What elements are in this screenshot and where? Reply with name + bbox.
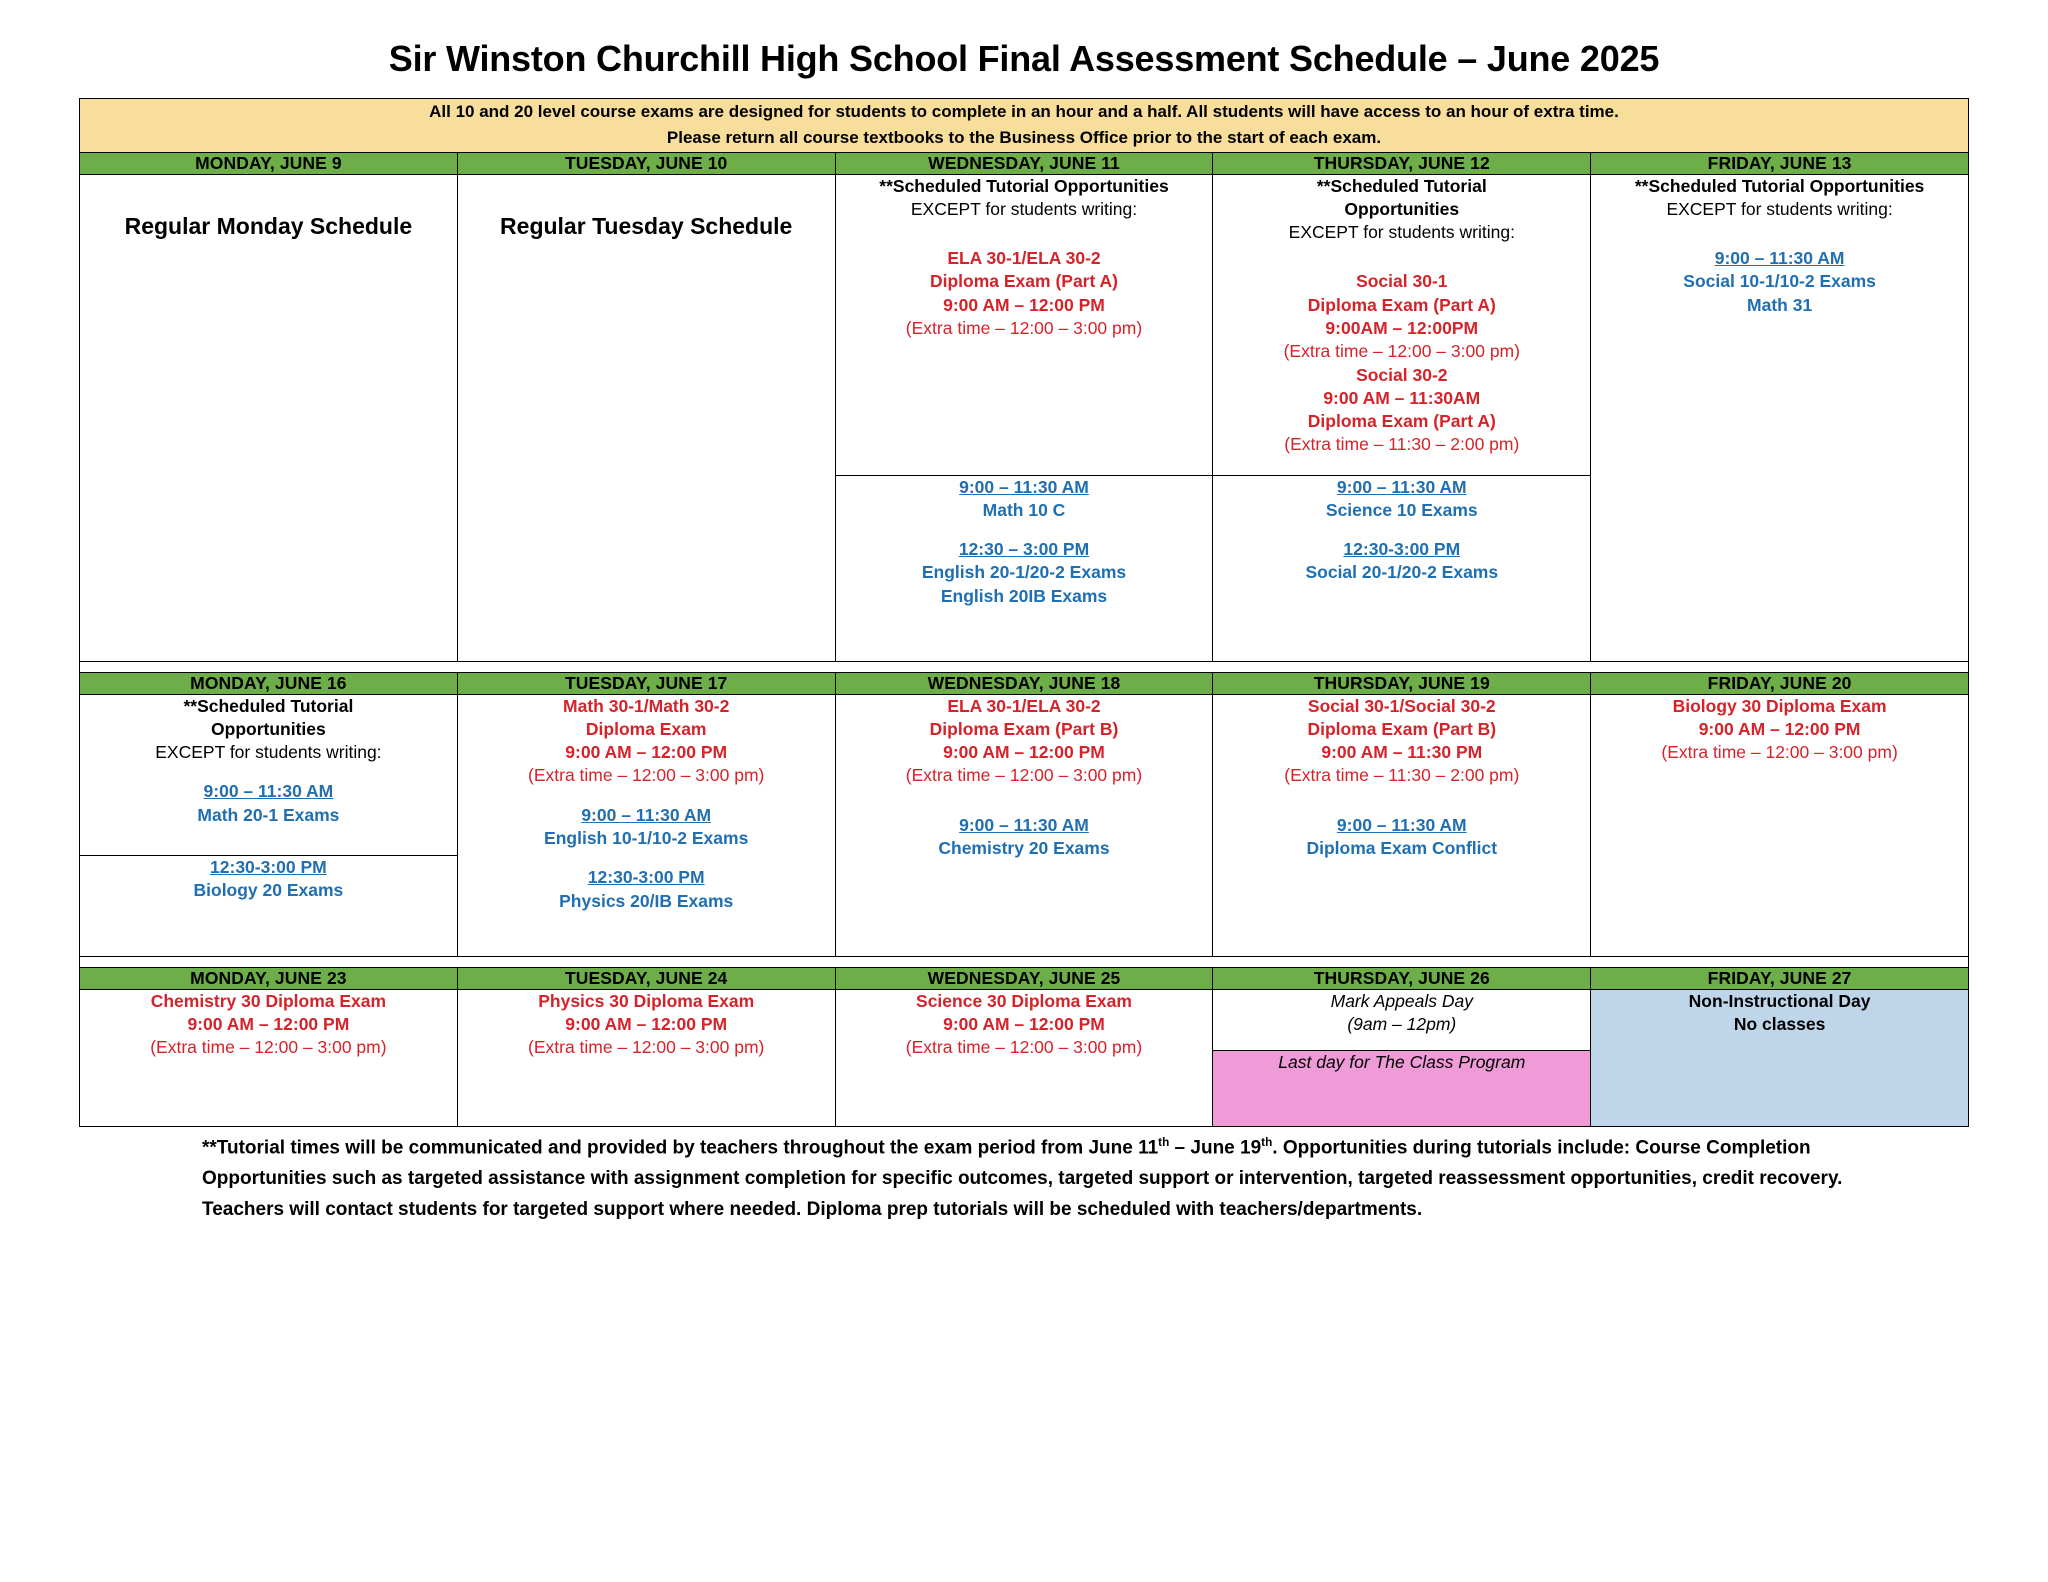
cell-thursday-june-12-bottom (1213, 475, 1591, 661)
wed11-sub-time-1: 9:00 – 11:30 AM (959, 476, 1089, 497)
thu12-exam2-extra-time: (Extra time – 11:30 – 2:00 pm) (1284, 434, 1520, 455)
banner-line-2: Please return all course textbooks to the Business Office prior to the start of each exam. (666, 128, 1382, 148)
wed18-time-1: 9:00 – 11:30 AM (959, 814, 1089, 835)
tue24-exam-name: Physics 30 Diploma Exam (538, 990, 755, 1011)
thu26-line-1: Mark Appeals Day (1330, 990, 1473, 1011)
day-header-friday-june-27: FRIDAY, JUNE 27 (1591, 967, 1969, 989)
cell-monday-june-16-bottom (80, 855, 458, 956)
week2-header-row (80, 672, 1969, 694)
thu12-tutorial-title-line2: Opportunities (1344, 198, 1460, 219)
cell-wednesday-june-11-top (835, 174, 1213, 475)
week2-body-row (80, 694, 1969, 855)
day-header-wednesday-june-25: WEDNESDAY, JUNE 25 (835, 967, 1213, 989)
day-header-monday-june-9: MONDAY, JUNE 9 (80, 152, 458, 174)
day-header-thursday-june-12: THURSDAY, JUNE 12 (1213, 152, 1591, 174)
thu12-sub-exam-1: Science 10 Exams (1325, 499, 1478, 520)
fri13-time-1: 9:00 – 11:30 AM (1714, 248, 1845, 269)
cell-thursday-june-26-bottom (1213, 1050, 1591, 1126)
cell-monday-june-9 (80, 174, 458, 661)
thu12-exam1-extra-time: (Extra time – 12:00 – 3:00 pm) (1283, 341, 1520, 362)
day-header-wednesday-june-11: WEDNESDAY, JUNE 11 (835, 152, 1213, 174)
wed18-exam-time: 9:00 AM – 12:00 PM (943, 742, 1105, 763)
fri13-tutorial-title: **Scheduled Tutorial Opportunities (1634, 175, 1925, 196)
day-header-friday-june-20: FRIDAY, JUNE 20 (1591, 672, 1969, 694)
mon16-time-1: 9:00 – 11:30 AM (203, 781, 334, 802)
cell-friday-june-13 (1591, 174, 1969, 661)
wed11-sub-exam-2a: English 20-1/20-2 Exams (921, 562, 1127, 583)
fri27-line-1: Non-Instructional Day (1688, 990, 1871, 1011)
wed11-tutorial-title: **Scheduled Tutorial Opportunities (879, 175, 1169, 196)
day-header-tuesday-june-24: TUESDAY, JUNE 24 (457, 967, 835, 989)
mon16-tutorial-title-line2: Opportunities (211, 718, 326, 739)
cell-thursday-june-26-top (1213, 989, 1591, 1050)
wed11-sub-time-2: 12:30 – 3:00 PM (958, 539, 1090, 560)
tue17-exam-1: English 10-1/10-2 Exams (544, 828, 749, 849)
thu26-pink-note: Last day for The Class Program (1278, 1051, 1526, 1072)
day-header-thursday-june-19: THURSDAY, JUNE 19 (1213, 672, 1591, 694)
thu12-exam1-part: Diploma Exam (Part A) (1307, 294, 1496, 315)
thu19-exam-extra-time: (Extra time – 11:30 – 2:00 pm) (1284, 765, 1520, 786)
day-header-monday-june-23: MONDAY, JUNE 23 (80, 967, 458, 989)
week1-body-row (80, 174, 1969, 475)
week1-header-row (80, 152, 1969, 174)
day-header-tuesday-june-10: TUESDAY, JUNE 10 (457, 152, 835, 174)
mon16-tutorial-title-line1: **Scheduled Tutorial (183, 695, 354, 716)
wed11-sub-exam-1: Math 10 C (982, 499, 1066, 520)
week3-header-row (80, 967, 1969, 989)
thu12-exam2-name: Social 30-2 (1356, 364, 1448, 385)
wed11-exam-time: 9:00 AM – 12:00 PM (943, 294, 1105, 315)
footer-part-1: **Tutorial times will be communicated and provided by teachers throughout the exam period from June 11 (202, 1137, 1159, 1159)
fri20-exam-name: Biology 30 Diploma Exam (1672, 695, 1887, 716)
cell-friday-june-27 (1591, 989, 1969, 1126)
footer-note (144, 1133, 1904, 1226)
day-header-wednesday-june-18: WEDNESDAY, JUNE 18 (835, 672, 1213, 694)
tue17-exam-part: Diploma Exam (585, 718, 707, 739)
day-header-thursday-june-26: THURSDAY, JUNE 26 (1213, 967, 1591, 989)
thu12-tutorial-title-line1: **Scheduled Tutorial (1316, 175, 1487, 196)
cell-tuesday-june-17 (457, 694, 835, 956)
tue17-exam-2: Physics 20/IB Exams (559, 890, 734, 911)
week3-body-row (80, 989, 1969, 1050)
assessment-schedule-table (79, 98, 1969, 1127)
mon23-exam-name: Chemistry 30 Diploma Exam (150, 990, 387, 1011)
cell-wednesday-june-11-bottom (835, 475, 1213, 661)
mon16-time-2: 12:30-3:00 PM (210, 856, 327, 877)
wed11-exam-part: Diploma Exam (Part A) (929, 271, 1118, 292)
day-header-monday-june-16: MONDAY, JUNE 16 (80, 672, 458, 694)
tue24-exam-time: 9:00 AM – 12:00 PM (565, 1013, 728, 1034)
monday-regular-schedule-label: Regular Monday Schedule (124, 212, 413, 239)
footer-sup-2: th (1261, 1135, 1273, 1149)
mon23-exam-time: 9:00 AM – 12:00 PM (187, 1013, 350, 1034)
cell-thursday-june-19 (1213, 694, 1591, 956)
thu19-exam-name: Social 30-1/Social 30-2 (1307, 695, 1496, 716)
thu19-exam-time: 9:00 AM – 11:30 PM (1321, 742, 1483, 763)
cell-wednesday-june-25 (835, 989, 1213, 1126)
thu19-exam-part: Diploma Exam (Part B) (1307, 718, 1497, 739)
cell-friday-june-20 (1591, 694, 1969, 956)
cell-tuesday-june-10 (457, 174, 835, 661)
thu12-sub-time-1: 9:00 – 11:30 AM (1336, 476, 1467, 497)
tue17-exam-name: Math 30-1/Math 30-2 (563, 695, 730, 716)
thu12-sub-time-2: 12:30-3:00 PM (1343, 539, 1461, 560)
wed11-tutorial-except: EXCEPT for students writing: (910, 198, 1138, 219)
thu12-sub-exam-2: Social 20-1/20-2 Exams (1305, 562, 1499, 583)
wed11-sub-exam-2b: English 20IB Exams (940, 585, 1108, 606)
fri13-exam-1: Social 10-1/10-2 Exams (1683, 271, 1876, 292)
thu19-time-1: 9:00 – 11:30 AM (1336, 814, 1467, 835)
thu12-exam2-time: 9:00 AM – 11:30AM (1323, 387, 1481, 408)
thu12-exam1-name: Social 30-1 (1356, 271, 1448, 292)
fri20-exam-time: 9:00 AM – 12:00 PM (1698, 718, 1861, 739)
tue24-exam-extra-time: (Extra time – 12:00 – 3:00 pm) (528, 1037, 765, 1058)
banner-line-1: All 10 and 20 level course exams are designed for students to complete in an hour and a half. All students will have access to an hour of extra time. (429, 102, 1619, 121)
footer-sup-1: th (1158, 1135, 1170, 1149)
fri13-exam-2: Math 31 (1747, 294, 1813, 315)
cell-monday-june-16-top (80, 694, 458, 855)
wed18-exam-extra-time: (Extra time – 12:00 – 3:00 pm) (905, 765, 1143, 786)
thu12-exam2-part: Diploma Exam (Part A) (1307, 411, 1496, 432)
wed25-exam-extra-time: (Extra time – 12:00 – 3:00 pm) (905, 1037, 1143, 1058)
tuesday-regular-schedule-label: Regular Tuesday Schedule (500, 212, 793, 239)
footer-part-3: . Opportunities during tutorials include: Course Completion Opportunities such as targeted assistance with assignment completion for specific outcomes, targeted support or intervention, targeted reassessment opportunities, credit recovery. Teachers will contact students for targeted support where needed. Diploma prep tutorials will be scheduled with teachers/departments. (202, 1137, 1843, 1220)
cell-wednesday-june-18 (835, 694, 1213, 956)
wed25-exam-name: Science 30 Diploma Exam (916, 990, 1132, 1011)
day-header-tuesday-june-17: TUESDAY, JUNE 17 (457, 672, 835, 694)
tue17-exam-time: 9:00 AM – 12:00 PM (565, 742, 728, 763)
cell-tuesday-june-24 (457, 989, 835, 1126)
thu12-tutorial-except: EXCEPT for students writing: (1288, 222, 1515, 243)
week2-week3-gap (80, 956, 1969, 967)
tue17-exam-extra-time: (Extra time – 12:00 – 3:00 pm) (528, 765, 765, 786)
page-title: Sir Winston Churchill High School Final Assessment Schedule – June 2025 (388, 38, 1660, 79)
cell-thursday-june-12-top (1213, 174, 1591, 475)
banner-row (80, 99, 1969, 153)
mon16-exam-1: Math 20-1 Exams (197, 804, 340, 825)
wed11-exam-name: ELA 30-1/ELA 30-2 (947, 248, 1101, 269)
cell-monday-june-23 (80, 989, 458, 1126)
mon23-exam-extra-time: (Extra time – 12:00 – 3:00 pm) (150, 1037, 387, 1058)
week1-week2-gap (80, 661, 1969, 672)
mon16-tutorial-except: EXCEPT for students writing: (155, 742, 382, 763)
fri13-tutorial-except: EXCEPT for students writing: (1666, 198, 1893, 219)
tue17-time-2: 12:30-3:00 PM (587, 867, 705, 888)
banner-cell (80, 99, 1969, 153)
wed11-exam-extra-time: (Extra time – 12:00 – 3:00 pm) (905, 318, 1143, 339)
fri27-line-2: No classes (1733, 1013, 1826, 1034)
wed18-exam-1: Chemistry 20 Exams (938, 838, 1110, 859)
day-header-friday-june-13: FRIDAY, JUNE 13 (1591, 152, 1969, 174)
wed18-exam-name: ELA 30-1/ELA 30-2 (947, 695, 1101, 716)
wed18-exam-part: Diploma Exam (Part B) (929, 718, 1119, 739)
tue17-time-1: 9:00 – 11:30 AM (581, 804, 712, 825)
mon16-exam-2: Biology 20 Exams (193, 879, 344, 900)
thu26-line-2: (9am – 12pm) (1347, 1013, 1457, 1034)
fri20-exam-extra-time: (Extra time – 12:00 – 3:00 pm) (1661, 742, 1898, 763)
thu19-exam-1: Diploma Exam Conflict (1306, 838, 1498, 859)
thu12-exam1-time: 9:00AM – 12:00PM (1325, 318, 1479, 339)
wed25-exam-time: 9:00 AM – 12:00 PM (943, 1013, 1105, 1034)
footer-part-2: – June 19 (1169, 1137, 1262, 1159)
